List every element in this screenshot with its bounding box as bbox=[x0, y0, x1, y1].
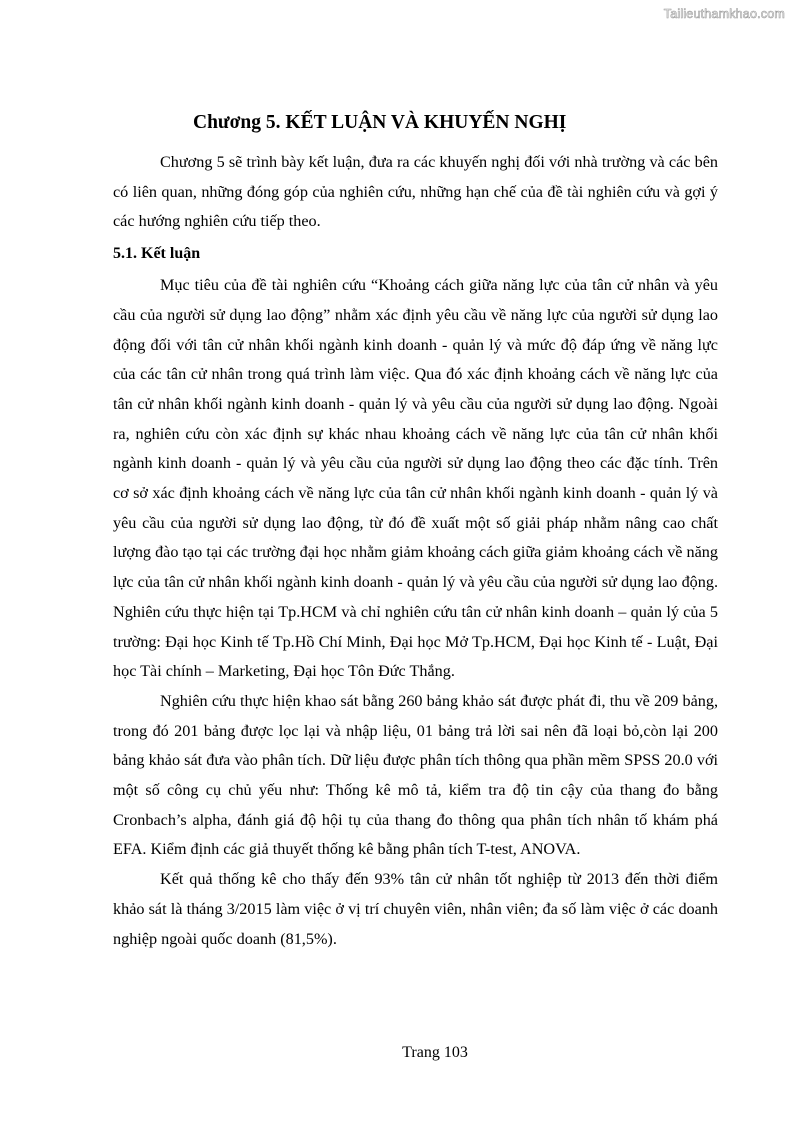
paragraph-method: Nghiên cứu thực hiện khao sát bằng 260 bảng khảo sát được phát đi, thu về 209 bảng, trong đó 201 bảng được lọc lại và nhập liệu, 01 bảng trả lời sai nên đã loại bỏ,còn lại 200 bảng khảo sát đưa vào phân tích. Dữ liệu được phân tích thông qua phần mềm SPSS 20.0 với một số công cụ chủ yếu như: Thống kê mô tả, kiểm tra độ tin cậy của thang đo bằng Cronbach’s alpha, đánh giá độ hội tụ của thang đo thông qua phân tích nhân tố khám phá EFA. Kiểm định các giả thuyết thống kê bằng phân tích T-test, ANOVA. bbox=[113, 691, 718, 859]
chapter-title: Chương 5. KẾT LUẬN VÀ KHUYẾN NGHỊ bbox=[193, 112, 567, 133]
paragraph-objectives: Mục tiêu của đề tài nghiên cứu “Khoảng cách giữa năng lực của tân cử nhân và yêu cầu của người sử dụng lao động” nhằm xác định yêu cầu về năng lực của người sử dụng lao động đối với tân cử nhân khối ngành kinh doanh - quản lý và mức độ đáp ứng về năng lực của các tân cử nhân trong quá trình làm việc. Qua đó xác định khoảng cách về năng lực của tân cử nhân khối ngành kinh doanh - quản lý và yêu cầu của người sử dụng lao động. Ngoài ra, nghiên cứu còn xác định sự khác nhau khoảng cách về năng lực của tân cử nhân khối ngành kinh doanh - quản lý và yêu cầu của người sử dụng lao động theo các đặc tính. Trên cơ sở xác định khoảng cách về năng lực của tân cử nhân khối ngành kinh doanh - quản lý và yêu cầu của người sử dụng lao động, từ đó đề xuất một số giải pháp nhằm nâng cao chất lượng đào tạo tại các trường đại học nhằm giảm khoảng cách giữa giảm khoảng cách về năng lực của tân cử nhân khối ngành kinh doanh - quản lý và yêu cầu của người sử dụng lao động. Nghiên cứu thực hiện tại Tp.HCM và chỉ nghiên cứu tân cử nhân kinh doanh – quản lý của 5 trường: Đại học Kinh tế Tp.Hồ Chí Minh, Đại học Mở Tp.HCM, Đại học Kinh tế - Luật, Đại học Tài chính – Marketing, Đại học Tôn Đức Thắng. bbox=[113, 276, 718, 681]
watermark: Tailieuthamkhao.com bbox=[663, 7, 785, 21]
page-number: Trang 103 bbox=[402, 1044, 468, 1061]
document-body bbox=[113, 110, 718, 954]
intro-paragraph: Chương 5 sẽ trình bày kết luận, đưa ra các khuyến nghị đối với nhà trường và các bên có liên quan, những đóng góp của nghiên cứu, những hạn chế của đề tài nghiên cứu và gợi ý các hướng nghiên cứu tiếp theo. bbox=[113, 153, 718, 231]
section-heading: 5.1. Kết luận bbox=[113, 245, 201, 263]
paragraph-results: Kết quả thống kê cho thấy đến 93% tân cử nhân tốt nghiệp từ 2013 đến thời điểm khảo sát là tháng 3/2015 làm việc ở vị trí chuyên viên, nhân viên; đa số làm việc ở các doanh nghiệp ngoài quốc doanh (81,5%). bbox=[113, 870, 718, 948]
